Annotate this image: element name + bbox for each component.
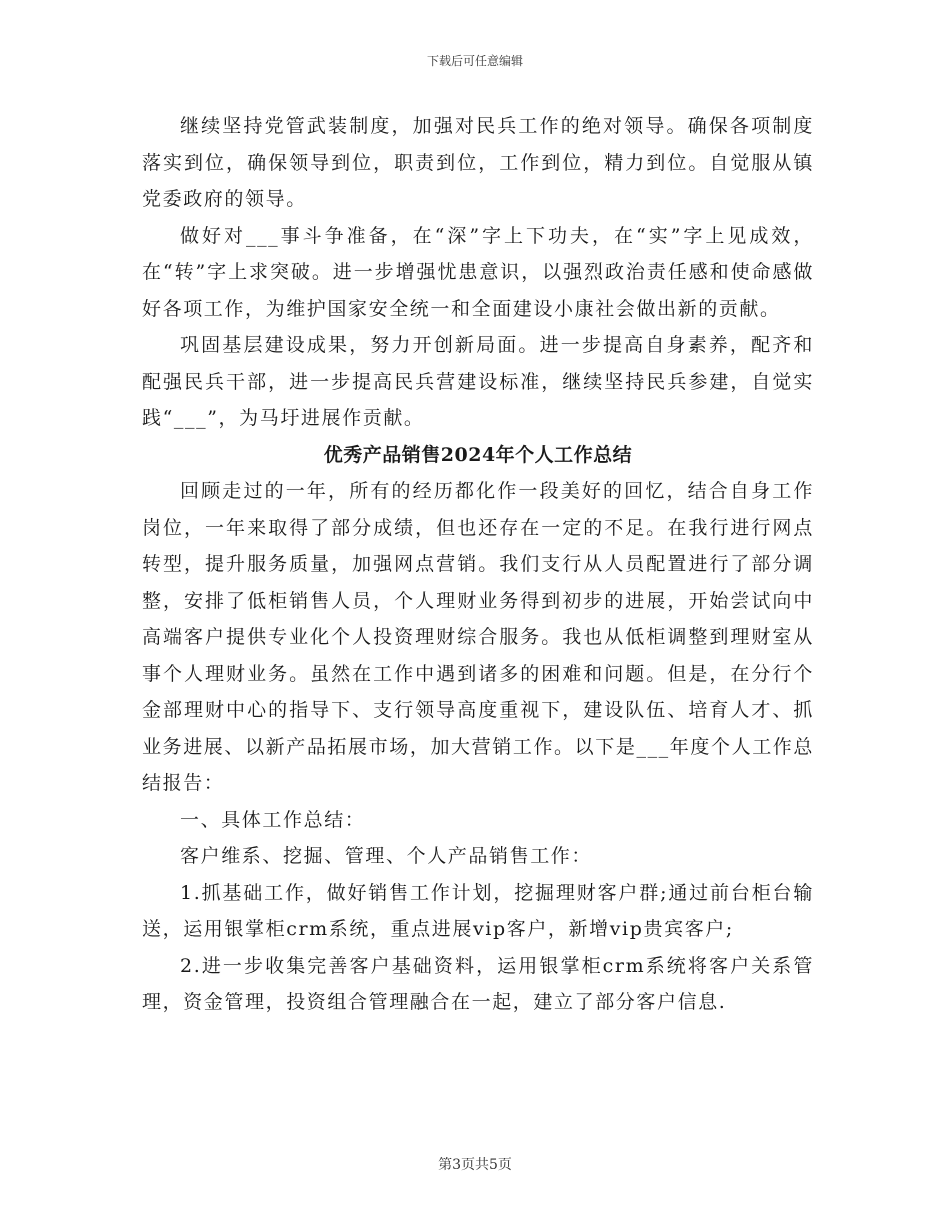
paragraph-item-2: 2.进一步收集完善客户基础资料，运用银掌柜crm系统将客户关系管理，资金管理，投资组合管理融合在一起，建立了部分客户信息. (142, 954, 814, 1013)
paragraph-heading-summary: 一、具体工作总结： (180, 808, 366, 831)
page-footer: 第3页共5页 (438, 1157, 512, 1173)
page-header: 下载后可任意编辑 (426, 54, 523, 68)
paragraph-review: 回顾走过的一年，所有的经历都化作一段美好的回忆，结合自身工作岗位，一年来取得了部分成绩，但也还存在一定的不足。在我行进行网点转型，提升服务质量，加强网点营销。我们支行从人员配置进行了部分调整，安排了低柜销售人员，个人理财业务得到初步的进展，开始尝试向中高端客户提供专业化个人投资理财综合服务。我也从低柜调整到理财室从事个人理财业务。虽然在工作中遇到诸多的困难和问题。但是，在分行个金部理财中心的指导下、支行领导高度重视下，建设队伍、培育人才、抓业务进展、以新产品拓展市场，加大营销工作。以下是___年度个人工作总结报告： (142, 480, 814, 794)
paragraph-customer-work: 客户维系、挖掘、管理、个人产品销售工作： (180, 845, 593, 867)
paragraph-item-1: 1.抓基础工作，做好销售工作计划，挖掘理财客户群;通过前台柜台输送，运用银掌柜crm系统，重点进展vip客户，新增vip贵宾客户; (142, 881, 814, 940)
paragraph-militia-leadership: 继续坚持党管武装制度，加强对民兵工作的绝对领导。确保各项制度落实到位，确保领导到位，职责到位，工作到位，精力到位。自觉服从镇党委政府的领导。 (142, 115, 814, 210)
document-body (142, 108, 814, 1021)
section-title: 优秀产品销售2024年个人工作总结 (323, 443, 633, 466)
paragraph-struggle-preparation: 做好对___事斗争准备，在“深”字上下功夫，在“实”字上见成效，在“转”字上求突破。进一步增强忧患意识，以强烈政治责任感和使命感做好各项工作，为维护国家安全统一和全面建设小康社会做出新的贡献。 (142, 224, 814, 320)
paragraph-grassroots-construction: 巩固基层建设成果，努力开创新局面。进一步提高自身素养，配齐和配强民兵干部，进一步提高民兵营建设标准，继续坚持民兵参建，自觉实践“___”，为马圩进展作贡献。 (142, 334, 814, 429)
